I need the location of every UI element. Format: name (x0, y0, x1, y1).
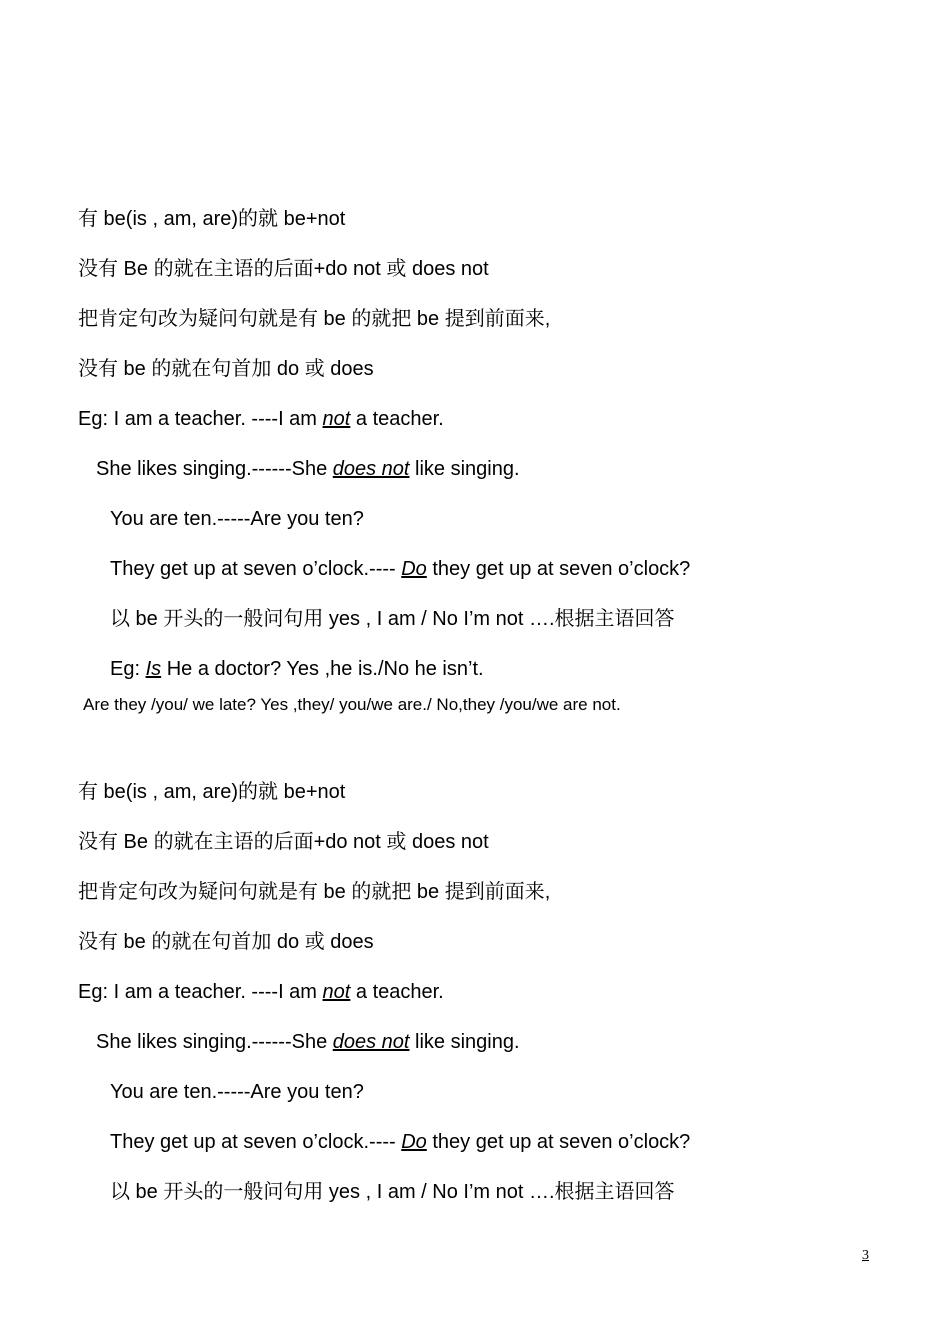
rule-do-not: 没有 Be 的就在主语的后面+do not 或 does not (78, 258, 489, 280)
emphasis-word: not (322, 981, 351, 1003)
rule-be-not: 有 be(is , am, are)的就 be+not (78, 781, 346, 803)
example-text: they get up at seven o’clock? (426, 558, 691, 580)
example-text: They get up at seven o’clock.---- (110, 558, 402, 580)
page-number: 3 (862, 1248, 869, 1263)
emphasis-word: Is (145, 658, 162, 680)
rule-question-do: 没有 be 的就在句首加 do 或 does (78, 931, 374, 953)
emphasis-word: Do (401, 558, 427, 580)
rule-question-be: 把肯定句改为疑问句就是有 be 的就把 be 提到前面来, (78, 881, 551, 903)
example-teacher (78, 407, 444, 431)
example-get-up (110, 557, 690, 581)
emphasis-word: does not (332, 458, 410, 480)
emphasis-word: Do (401, 1131, 427, 1153)
example-text: a teacher. (350, 408, 444, 430)
example-text: they get up at seven o’clock? (426, 1131, 691, 1153)
example-ten: You are ten.-----Are you ten? (110, 1081, 364, 1103)
example-text: She likes singing.------She (96, 458, 333, 480)
example-teacher (78, 980, 444, 1004)
example-ten: You are ten.-----Are you ten? (110, 508, 364, 530)
example-text: Eg: I am a teacher. ----I am (78, 981, 323, 1003)
rule-question-be: 把肯定句改为疑问句就是有 be 的就把 be 提到前面来, (78, 308, 551, 330)
example-text: like singing. (409, 1031, 520, 1053)
example-text: a teacher. (350, 981, 444, 1003)
example-singing (96, 1030, 520, 1054)
example-text: She likes singing.------She (96, 1031, 333, 1053)
rule-do-not: 没有 Be 的就在主语的后面+do not 或 does not (78, 831, 489, 853)
example-text: They get up at seven o’clock.---- (110, 1131, 402, 1153)
example-late: Are they /you/ we late? Yes ,they/ you/we are./ No,they /you/we are not. (83, 695, 621, 714)
emphasis-word: does not (332, 1031, 410, 1053)
emphasis-word: not (322, 408, 351, 430)
example-text: Eg: (110, 658, 146, 680)
answer-rule: 以 be 开头的一般问句用 yes , I am / No I’m not ….根据主语回答 (110, 1181, 675, 1203)
example-text: Eg: I am a teacher. ----I am (78, 408, 323, 430)
rule-be-not: 有 be(is , am, are)的就 be+not (78, 208, 346, 230)
answer-rule: 以 be 开头的一般问句用 yes , I am / No I’m not ….根据主语回答 (110, 608, 675, 630)
example-singing (96, 457, 520, 481)
example-text: like singing. (409, 458, 520, 480)
example-text: He a doctor? Yes ,he is./No he isn’t. (161, 658, 484, 680)
example-get-up (110, 1130, 690, 1154)
rule-question-do: 没有 be 的就在句首加 do 或 does (78, 358, 374, 380)
example-doctor (110, 657, 484, 681)
